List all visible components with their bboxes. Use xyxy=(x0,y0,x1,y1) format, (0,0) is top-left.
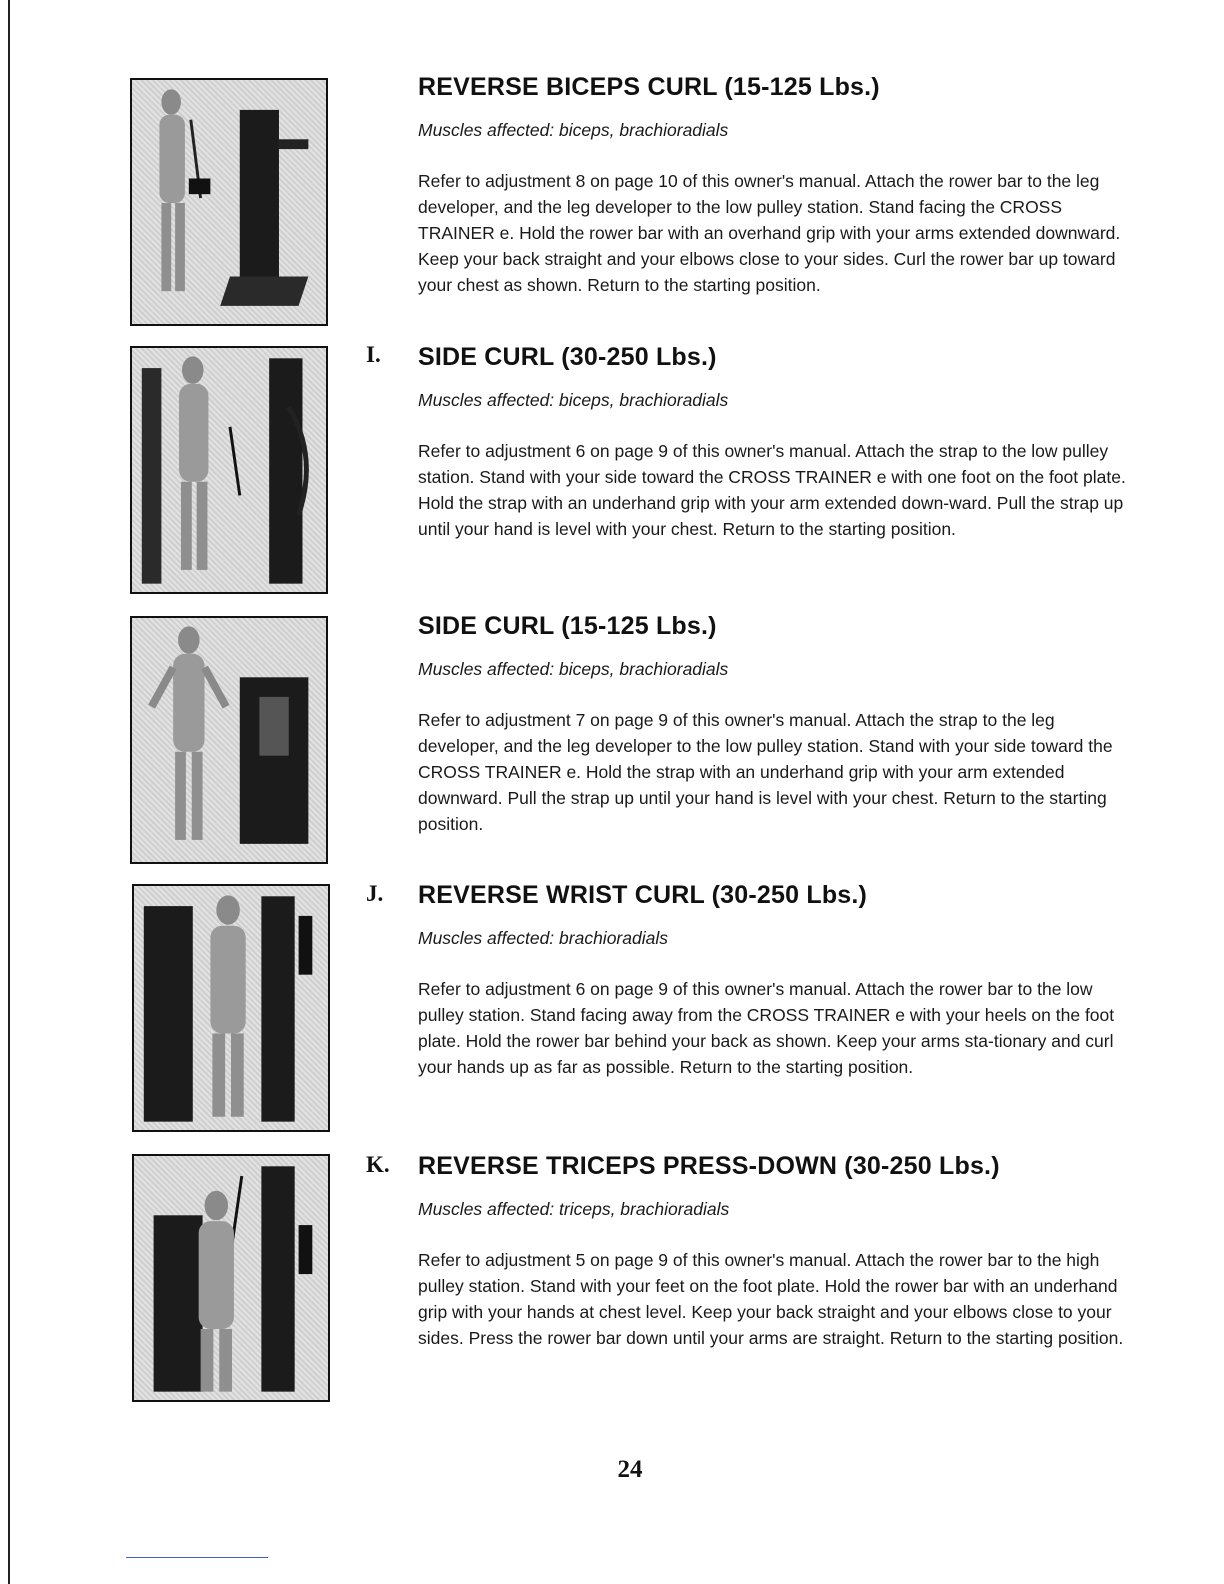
exercise-section-reverse-biceps-curl xyxy=(418,72,1138,298)
figure-machine-illustration xyxy=(132,618,326,862)
muscles-affected: Muscles affected: triceps, brachioradials xyxy=(418,1199,730,1219)
exercise-instructions: Refer to adjustment 6 on page 9 of this owner's manual. Attach the rower bar to the low pulley station. Stand facing away from the CROSS TRAINER e with your heels on the foot plate. Hold the rower bar behind your back as shown. Keep your arms sta-tionary and curl your hands up as far as possible. Return to the starting position. xyxy=(418,979,1115,1077)
exercise-section-side-curl-30-250 xyxy=(418,342,1138,542)
section-letter-j: J. xyxy=(366,881,384,906)
page-left-rule xyxy=(8,0,10,1584)
exercise-photo-reverse-wrist-curl xyxy=(132,884,330,1132)
exercise-photo-reverse-biceps-curl xyxy=(130,78,328,326)
section-letter-k: K. xyxy=(366,1152,390,1177)
exercise-section-reverse-wrist-curl xyxy=(418,880,1138,1080)
page-number: 24 xyxy=(617,1456,643,1483)
muscles-affected: Muscles affected: biceps, brachioradials xyxy=(418,120,729,140)
muscles-affected: Muscles affected: brachioradials xyxy=(418,928,668,948)
figure-machine-illustration xyxy=(134,1156,328,1400)
figure-machine-illustration xyxy=(134,886,328,1130)
exercise-photo-reverse-triceps-press-down xyxy=(132,1154,330,1402)
exercise-title: SIDE CURL (15-125 Lbs.) xyxy=(418,612,717,640)
exercise-title: REVERSE WRIST CURL (30-250 Lbs.) xyxy=(418,881,868,909)
exercise-photo-side-curl-15-125 xyxy=(130,616,328,864)
figure-machine-illustration xyxy=(132,348,326,592)
figure-machine-illustration xyxy=(132,80,326,324)
exercise-instructions: Refer to adjustment 5 on page 9 of this owner's manual. Attach the rower bar to the high pulley station. Stand with your feet on the foot plate. Hold the rower bar with an underhand grip with your hands at chest level. Keep your back straight and your elbows close to your sides. Press the rower bar down until your arms are straight. Return to the starting position. xyxy=(418,1250,1124,1348)
section-letter-i: I. xyxy=(366,342,381,367)
exercise-instructions: Refer to adjustment 6 on page 9 of this owner's manual. Attach the strap to the low pulley station. Stand with your side toward the CROSS TRAINER e with one foot on the foot plate. Hold the strap with an underhand grip with your arm extended down-ward. Pull the strap up until your hand is level with your chest. Return to the starting position. xyxy=(418,441,1126,539)
footer-rule xyxy=(126,1557,268,1558)
exercise-section-reverse-triceps-press-down xyxy=(418,1151,1138,1351)
muscles-affected: Muscles affected: biceps, brachioradials xyxy=(418,659,729,679)
exercise-title: REVERSE TRICEPS PRESS-DOWN (30-250 Lbs.) xyxy=(418,1152,1000,1180)
muscles-affected: Muscles affected: biceps, brachioradials xyxy=(418,390,729,410)
exercise-title: SIDE CURL (30-250 Lbs.) xyxy=(418,343,717,371)
exercise-photo-side-curl-30-250 xyxy=(130,346,328,594)
exercise-instructions: Refer to adjustment 7 on page 9 of this owner's manual. Attach the strap to the leg developer, and the leg developer to the low pulley station. Stand with your side toward the CROSS TRAINER e. Hold the strap with an underhand grip with your arm extended downward. Pull the strap up until your hand is level with your chest. Return to the starting position. xyxy=(418,710,1113,834)
exercise-instructions: Refer to adjustment 8 on page 10 of this owner's manual. Attach the rower bar to the leg developer, and the leg developer to the low pulley station. Stand facing the CROSS TRAINER e. Hold the rower bar with an overhand grip with your arms extended downward. Keep your back straight and your elbows close to your sides. Curl the rower bar up toward your chest as shown. Return to the starting position. xyxy=(418,171,1121,295)
exercise-section-side-curl-15-125 xyxy=(418,611,1138,837)
exercise-title: REVERSE BICEPS CURL (15-125 Lbs.) xyxy=(418,73,880,101)
